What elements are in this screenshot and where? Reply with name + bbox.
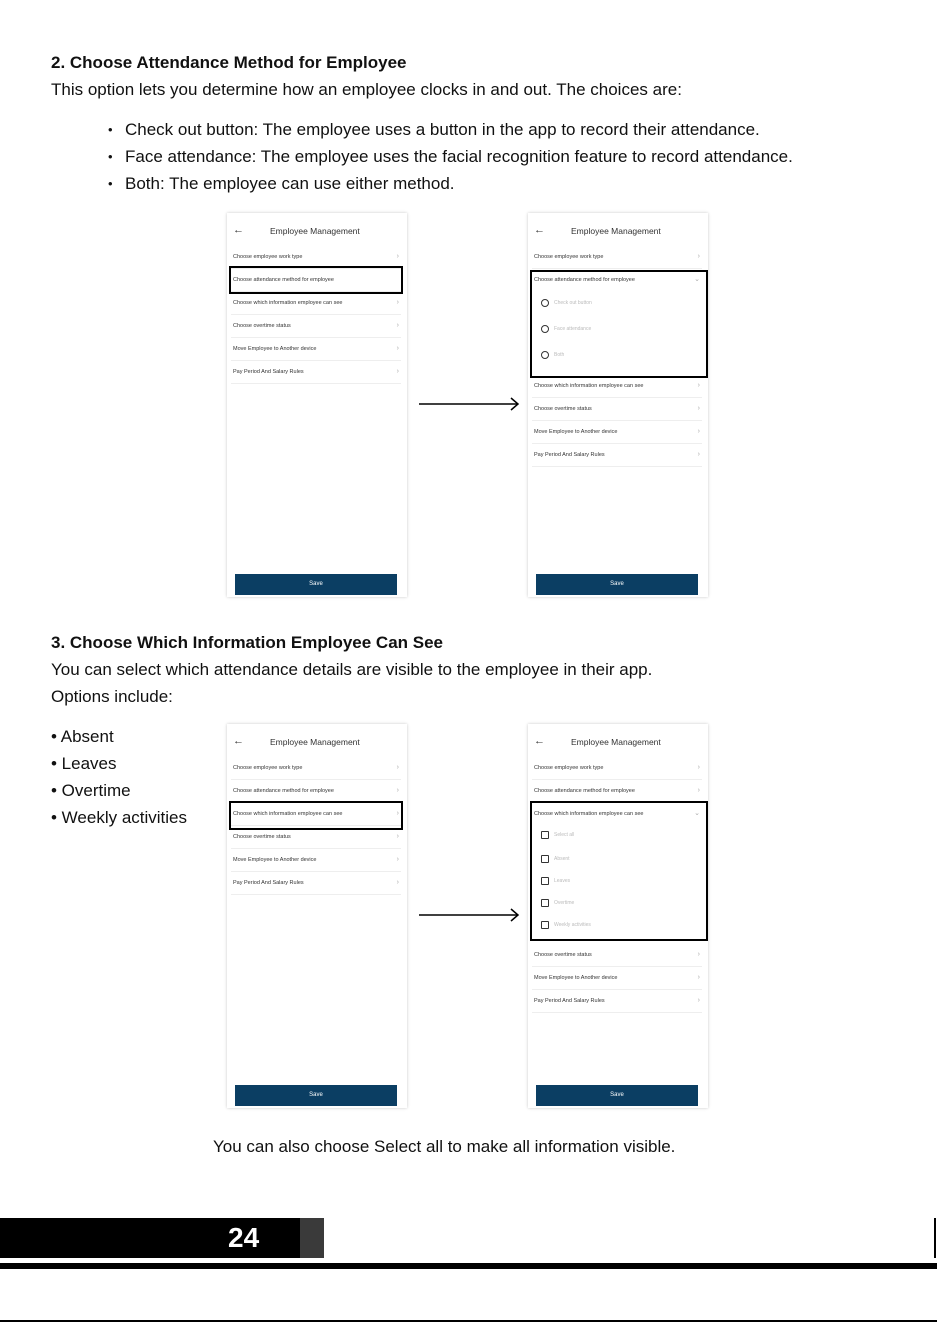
highlight-box [229,801,403,830]
menu-row-label: Choose overtime status [233,834,291,840]
menu-row-overtime[interactable] [532,944,702,967]
chevron-right-icon: › [697,451,700,458]
menu-row-overtime[interactable] [532,398,702,421]
app-header [227,732,407,754]
information-options-list [51,723,187,831]
section-3-heading: 3. Choose Which Information Employee Can See [51,633,444,652]
option-label: Face attendance [554,326,592,332]
option-label: Weekly activities [554,922,591,928]
menu-row-information[interactable] [231,292,401,315]
menu-row-attendance-method[interactable] [231,780,401,803]
menu-row-label: Move Employee to Another device [233,346,317,352]
app-title: Employee Management [270,226,360,236]
chevron-right-icon: › [697,428,700,435]
chevron-right-icon: › [697,405,700,412]
chevron-right-icon: › [396,322,399,329]
option-label: Both [554,352,565,358]
menu-row-pay-period[interactable] [532,990,702,1013]
list-item: • Check out button: The employee uses a button in the app to record their attendance. [108,116,793,143]
chevron-down-icon: ⌄ [694,810,700,817]
menu-row-information[interactable] [532,375,702,398]
menu-row-label: Pay Period And Salary Rules [534,452,605,458]
menu-row-label: Move Employee to Another device [534,429,618,435]
chevron-right-icon: › [396,299,399,306]
app-title: Employee Management [571,226,661,236]
chevron-right-icon: › [697,764,700,771]
footer-grey-block [300,1218,324,1258]
chevron-right-icon: › [697,997,700,1004]
menu-row-label: Choose employee work type [233,765,303,771]
page-number: 24 [228,1222,260,1253]
menu-row-move-device[interactable] [532,421,702,444]
list-item: • Overtime [51,781,131,800]
list-item: • Leaves [51,754,117,773]
menu-row-label: Choose which information employee can see [534,383,644,389]
chevron-right-icon: › [396,764,399,771]
chevron-right-icon: › [697,787,700,794]
footer-rule-thick [0,1263,937,1269]
menu-row-label: Pay Period And Salary Rules [534,998,605,1004]
menu-row-label: Pay Period And Salary Rules [233,369,304,375]
option-label: Check out button [554,300,592,306]
chevron-right-icon: › [396,810,399,817]
option-label: Absent [554,856,570,862]
save-button[interactable]: Save [235,1085,397,1106]
menu-row-overtime[interactable] [231,315,401,338]
menu-row-pay-period[interactable] [532,444,702,467]
arrow-left-icon[interactable]: ← [534,224,545,236]
chevron-right-icon: › [697,951,700,958]
app-header [528,221,708,243]
menu-row-label: Choose which information employee can see [534,811,644,817]
chevron-down-icon: ⌄ [694,276,700,283]
phone-mockup-attendance-collapsed [227,213,407,597]
section-2-heading: 2. Choose Attendance Method for Employee [51,53,407,72]
menu-row-label: Choose attendance method for employee [233,788,334,794]
footer-rule-thin [0,1320,937,1322]
menu-row-label: Choose employee work type [233,254,303,260]
highlight-box [530,801,708,941]
menu-row-work-type[interactable] [532,757,702,780]
menu-row-work-type[interactable] [532,246,702,269]
menu-row-label: Choose which information employee can see [233,300,343,306]
arrow-left-icon[interactable]: ← [233,735,244,747]
menu-row-move-device[interactable] [231,849,401,872]
menu-row-move-device[interactable] [532,967,702,990]
app-header [528,732,708,754]
option-label: Leaves [554,878,571,884]
chevron-right-icon: › [396,253,399,260]
phone-mockup-information-collapsed [227,724,407,1108]
arrow-right-icon [419,397,523,411]
chevron-right-icon: › [396,856,399,863]
chevron-right-icon: › [396,879,399,886]
menu-row-label: Choose overtime status [534,952,592,958]
menu-row-work-type[interactable] [231,757,401,780]
menu-row-label: Choose which information employee can see [233,811,343,817]
list-item: • Face attendance: The employee uses the facial recognition feature to record attendance. [108,143,793,170]
list-item: • Weekly activities [51,808,188,827]
chevron-right-icon: › [697,253,700,260]
save-button[interactable]: Save [536,1085,698,1106]
arrow-left-icon[interactable]: ← [534,735,545,747]
menu-row-label: Choose employee work type [534,254,604,260]
menu-row-label: Choose overtime status [534,406,592,412]
section-2-intro: This option lets you determine how an employee clocks in and out. The choices are: [51,80,682,99]
arrow-left-icon[interactable]: ← [233,224,244,236]
chevron-right-icon: › [697,382,700,389]
menu-row-label: Choose overtime status [233,323,291,329]
menu-row-label: Choose attendance method for employee [534,277,635,283]
page-footer [0,1218,937,1258]
chevron-right-icon: › [396,833,399,840]
list-item: • Both: The employee can use either method. [108,170,793,197]
save-button[interactable]: Save [536,574,698,595]
option-label: Overtime [554,900,575,906]
phone-mockup-attendance-expanded [528,213,708,597]
menu-row-label: Move Employee to Another device [233,857,317,863]
app-header [227,221,407,243]
closing-note: You can also choose Select all to make all information visible. [213,1137,676,1156]
highlight-box [530,270,708,378]
chevron-right-icon: › [396,345,399,352]
save-button[interactable]: Save [235,574,397,595]
menu-row-attendance-method[interactable] [532,780,702,803]
option-label: Select all [554,832,575,838]
app-title: Employee Management [270,737,360,747]
highlight-box [229,266,403,294]
menu-row-label: Choose attendance method for employee [233,277,334,283]
chevron-right-icon: › [396,787,399,794]
menu-row-label: Choose employee work type [534,765,604,771]
footer-edge-mark [934,1218,936,1258]
chevron-right-icon: › [396,368,399,375]
menu-row-pay-period[interactable] [231,361,401,384]
section-3-intro: You can select which attendance details are visible to the employee in their app. [51,660,653,679]
list-item: • Absent [51,727,114,746]
menu-row-move-device[interactable] [231,338,401,361]
menu-row-label: Pay Period And Salary Rules [233,880,304,886]
menu-row-label: Move Employee to Another device [534,975,618,981]
section-3-options-intro: Options include: [51,687,173,706]
arrow-right-icon [419,908,523,922]
phone-mockup-information-expanded [528,724,708,1108]
chevron-right-icon: › [697,974,700,981]
attendance-choices-list [108,116,793,197]
menu-row-label: Choose attendance method for employee [534,788,635,794]
menu-row-pay-period[interactable] [231,872,401,895]
app-title: Employee Management [571,737,661,747]
